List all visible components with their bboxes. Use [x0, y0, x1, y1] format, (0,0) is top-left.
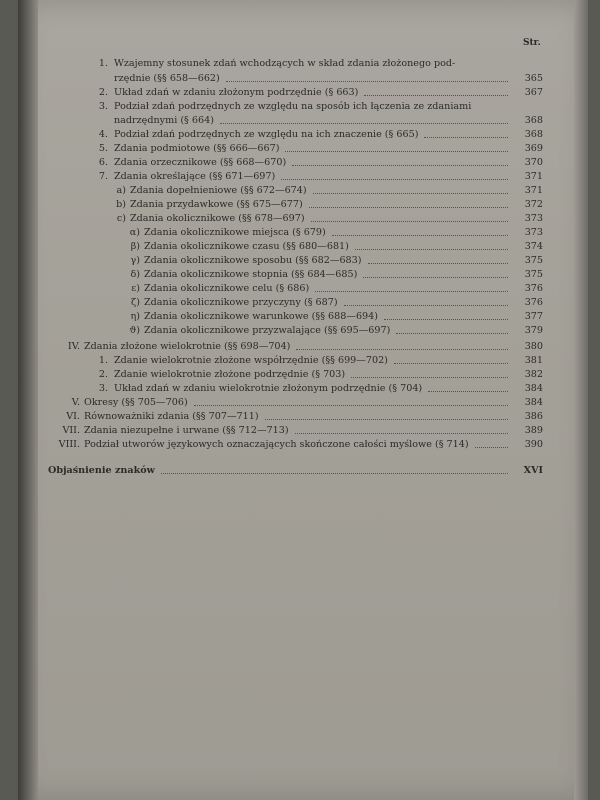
toc-entry-title: Zdania okolicznikowe (§§ 678—697) — [130, 213, 305, 224]
dot-leader — [364, 86, 508, 96]
toc-entry-number: 3. — [98, 383, 108, 394]
toc-entry-page: 390 — [524, 439, 543, 450]
dot-leader — [368, 254, 508, 264]
toc-entry-number: δ) — [130, 269, 140, 280]
toc-entry-title: Wzajemny stosunek zdań wchodzących w skład zdania złożonego pod- — [114, 58, 456, 69]
toc-entry-title: Równoważniki zdania (§§ 707—711) — [84, 411, 259, 422]
toc-entry-page: 386 — [524, 411, 543, 422]
dot-leader — [475, 438, 508, 448]
toc-entry-title: Zdania okolicznikowe przyzwalające (§§ 695—697) — [144, 325, 391, 336]
page-edge — [574, 0, 588, 800]
toc-entry-title: Zdanie wielokrotnie złożone podrzędnie (§ 703) — [114, 369, 346, 380]
toc-entry-title: Zdania złożone wielokrotnie (§§ 698—704) — [84, 341, 291, 352]
dot-leader — [226, 72, 508, 82]
toc-entry — [18, 128, 543, 141]
toc-entry-number: 1. — [98, 355, 108, 366]
toc-entry-page: 384 — [524, 383, 543, 394]
toc-entry-title: Zdania przydawkowe (§§ 675—677) — [130, 199, 303, 210]
dot-leader — [394, 354, 508, 364]
toc-entry-number: 1. — [98, 58, 108, 69]
toc-entry-number: 3. — [98, 101, 108, 112]
toc-entry-title: Zdania okolicznikowe celu (§ 686) — [144, 283, 310, 294]
toc-entry-page: 384 — [524, 397, 543, 408]
toc-entry — [18, 354, 543, 367]
toc-entry-page: 376 — [524, 283, 543, 294]
dot-leader — [285, 142, 508, 152]
book-page — [18, 0, 588, 800]
toc-entry-title: Zdanie wielokrotnie złożone współrzędnie (§§ 699—702) — [114, 355, 388, 366]
dot-leader — [220, 114, 508, 124]
toc-entry-page: 372 — [524, 199, 543, 210]
toc-entry-page: 365 — [524, 73, 543, 84]
toc-entry-page: 377 — [524, 311, 543, 322]
toc-entry — [18, 57, 543, 70]
toc-entry-title: Zdania niezupełne i urwane (§§ 712—713) — [84, 425, 289, 436]
toc-entry-page: 371 — [524, 171, 543, 182]
toc-entry-title: Zdania okolicznikowe przyczyny (§ 687) — [144, 297, 338, 308]
toc-entry-title: Układ zdań w zdaniu wielokrotnie złożonym podrzędnie (§ 704) — [114, 383, 423, 394]
toc-entry-page: 375 — [524, 269, 543, 280]
dot-leader — [424, 128, 508, 138]
toc-entry — [18, 156, 543, 169]
toc-entry-number: β) — [130, 241, 140, 252]
toc-entry-page: 374 — [524, 241, 543, 252]
toc-entry-number: VII. — [62, 425, 80, 436]
toc-entry-number: b) — [116, 199, 126, 210]
toc-entry-page: 373 — [524, 227, 543, 238]
toc-entry-number: ϑ) — [129, 325, 140, 336]
toc-entry-title: Zdania okolicznikowe sposobu (§§ 682—683) — [144, 255, 362, 266]
toc-entry-page: 367 — [524, 87, 543, 98]
toc-entry — [18, 340, 543, 353]
toc-entry-title: Układ zdań w zdaniu złożonym podrzędnie (§ 663) — [114, 87, 359, 98]
dot-leader — [161, 464, 508, 474]
toc-entry-number: γ) — [130, 255, 140, 266]
dot-leader — [295, 424, 508, 434]
toc-entry — [18, 100, 543, 113]
toc-entry — [18, 396, 543, 409]
toc-entry — [18, 142, 543, 155]
dot-leader — [428, 382, 508, 392]
toc-entry — [18, 464, 543, 477]
toc-entry-number: c) — [116, 213, 126, 224]
toc-entry-number: α) — [129, 227, 140, 238]
toc-entry-title: rzędnie (§§ 658—662) — [114, 73, 220, 84]
toc-entry — [18, 72, 543, 85]
toc-entry-title: nadrzędnymi (§ 664) — [114, 115, 214, 126]
toc-entry-title: Zdania orzecznikowe (§§ 668—670) — [114, 157, 287, 168]
toc-entry-number: a) — [116, 185, 126, 196]
dot-leader — [281, 170, 508, 180]
dot-leader — [332, 226, 508, 236]
toc-entry — [18, 86, 543, 99]
toc-entry-number: η) — [130, 311, 140, 322]
dot-leader — [296, 340, 508, 350]
toc-entry — [18, 310, 543, 323]
toc-entry-page: 379 — [524, 325, 543, 336]
toc-entry-page: 371 — [524, 185, 543, 196]
toc-entry — [18, 282, 543, 295]
toc-entry-page: 370 — [524, 157, 543, 168]
toc-entry-page: 369 — [524, 143, 543, 154]
dot-leader — [265, 410, 508, 420]
toc-entry-page: XVI — [523, 465, 543, 476]
toc-entry-title: Zdania okolicznikowe miejsca (§ 679) — [144, 227, 326, 238]
toc-entry — [18, 226, 543, 239]
toc-entry — [18, 170, 543, 183]
dot-leader — [311, 212, 508, 222]
toc-entry-title: Podział zdań podrzędnych ze względu na sposób ich łączenia ze zdaniami — [114, 101, 472, 112]
toc-entry — [18, 268, 543, 281]
toc-entry — [18, 296, 543, 309]
toc-entry-title: Podział utworów językowych oznaczających skończone całości myślowe (§ 714) — [84, 439, 469, 450]
dot-leader — [363, 268, 508, 278]
dot-leader — [194, 396, 508, 406]
toc-entry-page: 368 — [524, 115, 543, 126]
toc-entry-title: Zdania okolicznikowe stopnia (§§ 684—685) — [144, 269, 358, 280]
toc-entry-page: 381 — [524, 355, 543, 366]
toc-entry — [18, 410, 543, 423]
toc-entry-title: Zdania określające (§§ 671—697) — [114, 171, 276, 182]
toc-entry — [18, 254, 543, 267]
toc-entry-number: 4. — [98, 129, 108, 140]
toc-entry-page: 382 — [524, 369, 543, 380]
dot-leader — [315, 282, 508, 292]
toc-entry-page: 375 — [524, 255, 543, 266]
toc-entry-page: 376 — [524, 297, 543, 308]
toc-entry-page: 373 — [524, 213, 543, 224]
toc-entry-title: Zdania okolicznikowe warunkowe (§§ 688—694) — [144, 311, 378, 322]
toc-entry-title: Zdania podmiotowe (§§ 666—667) — [114, 143, 280, 154]
dot-leader — [384, 310, 508, 320]
toc-entry-title: Okresy (§§ 705—706) — [84, 397, 188, 408]
toc-entry-number: 7. — [98, 171, 108, 182]
toc-entry-number: VI. — [66, 411, 80, 422]
toc-entry — [18, 324, 543, 337]
dot-leader — [355, 240, 508, 250]
toc-entry-page: 389 — [524, 425, 543, 436]
toc-entry — [18, 424, 543, 437]
toc-entry-title: Podział zdań podrzędnych ze względu na ich znaczenie (§ 665) — [114, 129, 419, 140]
toc-entry-number: ε) — [131, 283, 140, 294]
dot-leader — [309, 198, 508, 208]
toc-entry-title: Zdania dopełnieniowe (§§ 672—674) — [130, 185, 307, 196]
dot-leader — [292, 156, 508, 166]
toc-entry-number: 2. — [98, 87, 108, 98]
toc-entry-number: IV. — [67, 341, 80, 352]
toc-entry — [18, 368, 543, 381]
dot-leader — [396, 324, 508, 334]
toc-entry-page: 380 — [524, 341, 543, 352]
toc-entry — [18, 438, 543, 451]
toc-entry — [18, 114, 543, 127]
toc-entry — [18, 184, 543, 197]
toc-entry — [18, 382, 543, 395]
dot-leader — [351, 368, 508, 378]
dot-leader — [344, 296, 508, 306]
page-column-header: Str. — [523, 38, 541, 48]
toc-entry — [18, 240, 543, 253]
toc-entry-number: 2. — [98, 369, 108, 380]
toc-entry-number: 5. — [98, 143, 108, 154]
dot-leader — [313, 184, 508, 194]
toc-entry-title: Zdania okolicznikowe czasu (§§ 680—681) — [144, 241, 349, 252]
toc-entry — [18, 198, 543, 211]
toc-entry — [18, 212, 543, 225]
toc-entry-number: ζ) — [131, 297, 140, 308]
toc-entry-number: V. — [71, 397, 80, 408]
toc-entry-number: 6. — [98, 157, 108, 168]
toc-entry-page: 368 — [524, 129, 543, 140]
toc-entry-number: VIII. — [58, 439, 80, 450]
toc-entry-title: Objaśnienie znaków — [48, 465, 155, 476]
